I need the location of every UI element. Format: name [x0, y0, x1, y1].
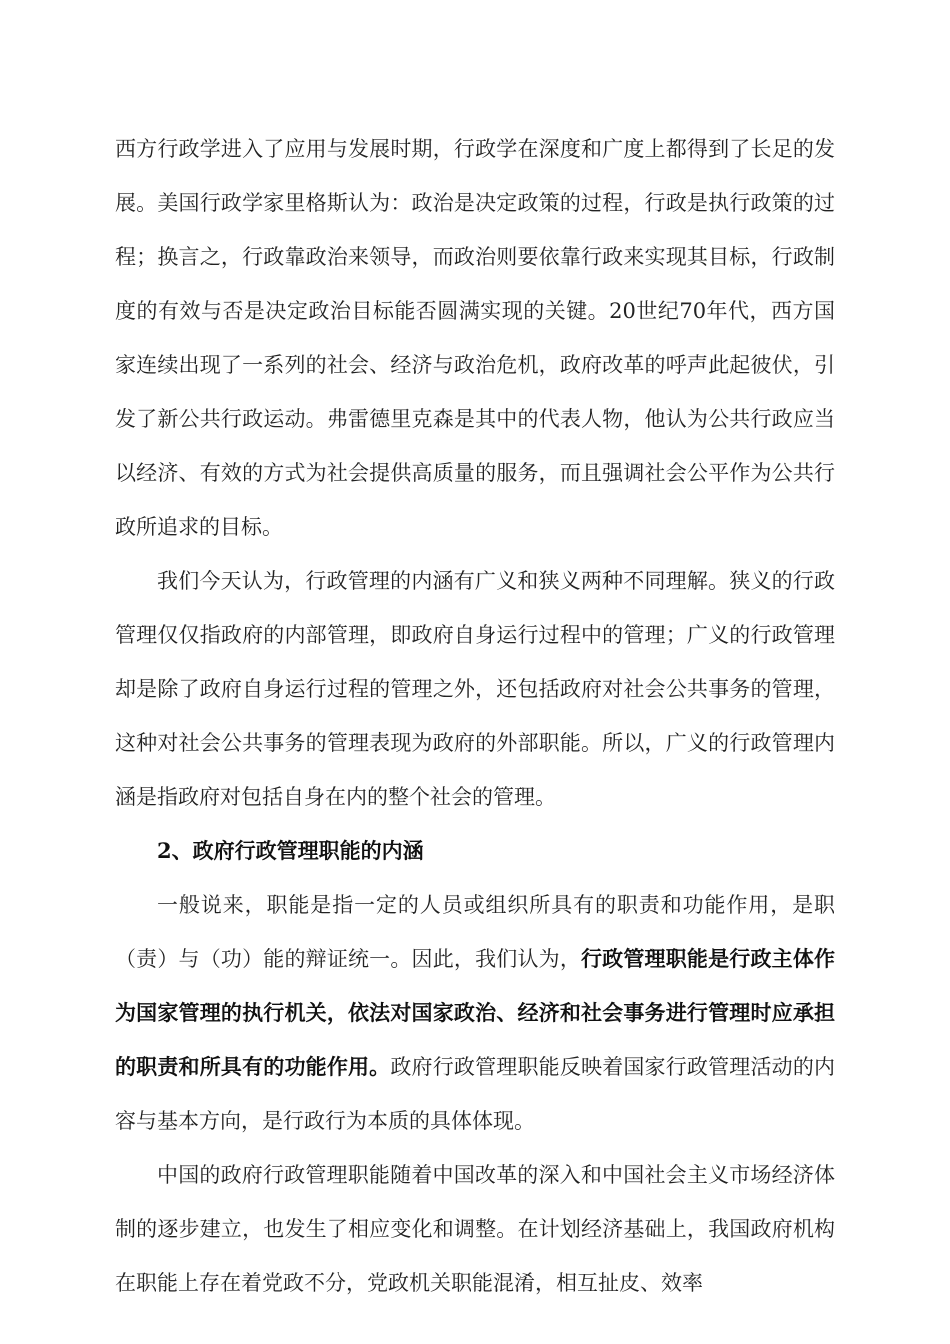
paragraph-western-administration: 西方行政学进入了应用与发展时期，行政学在深度和广度上都得到了长足的发展。美国行政学家里格斯认为：政治是决定政策的过程，行政是执行政策的过程；换言之，行政靠政治来领导，而政治则要依靠行政来实现其目标，行政制度的有效与否是决定政治目标能否圆满实现的关键。20世纪70年代，西方国家连续出现了一系列的社会、经济与政治危机，政府改革的呼声此起彼伏，引发了新公共行政运动。弗雷德里克森是其中的代表人物，他认为公共行政应当以经济、有效的方式为社会提供高质量的服务，而且强调社会公平作为公共行政所追求的目标。 [115, 137, 835, 539]
paragraph-function-definition [115, 878, 835, 1148]
function-definition-bold: 行政管理职能是行政主体作为国家管理的执行机关，依法对国家政治、经济和社会事务进行管理时应承担的职责和所具有的功能作用。 [115, 946, 835, 1079]
function-definition-lead: 一般说来，职能是指一定的人员或组织所具有的职责和功能作用，是职（责）与（功）能的辩证统一。因此，我们认为， [115, 893, 835, 971]
function-definition-tail: 政府行政管理职能反映着国家行政管理活动的内容与基本方向，是行政行为本质的具体体现。 [115, 1055, 836, 1133]
paragraph-china-functions: 中国的政府行政管理职能随着中国改革的深入和中国社会主义市场经济体制的逐步建立，也发生了相应变化和调整。在计划经济基础上，我国政府机构在职能上存在着党政不分，党政机关职能混淆，相互扯皮、效率 [115, 1163, 835, 1295]
section-heading-government-functions: 2、政府行政管理职能的内涵 [157, 838, 424, 863]
paragraph-administrative-management-meaning: 我们今天认为，行政管理的内涵有广义和狭义两种不同理解。狭义的行政管理仅仅指政府的内部管理，即政府自身运行过程中的管理；广义的行政管理却是除了政府自身运行过程的管理之外，还包括政府对社会公共事务的管理，这种对社会公共事务的管理表现为政府的外部职能。所以，广义的行政管理内涵是指政府对包括自身在内的整个社会的管理。 [115, 569, 835, 809]
document-body [115, 122, 835, 1310]
